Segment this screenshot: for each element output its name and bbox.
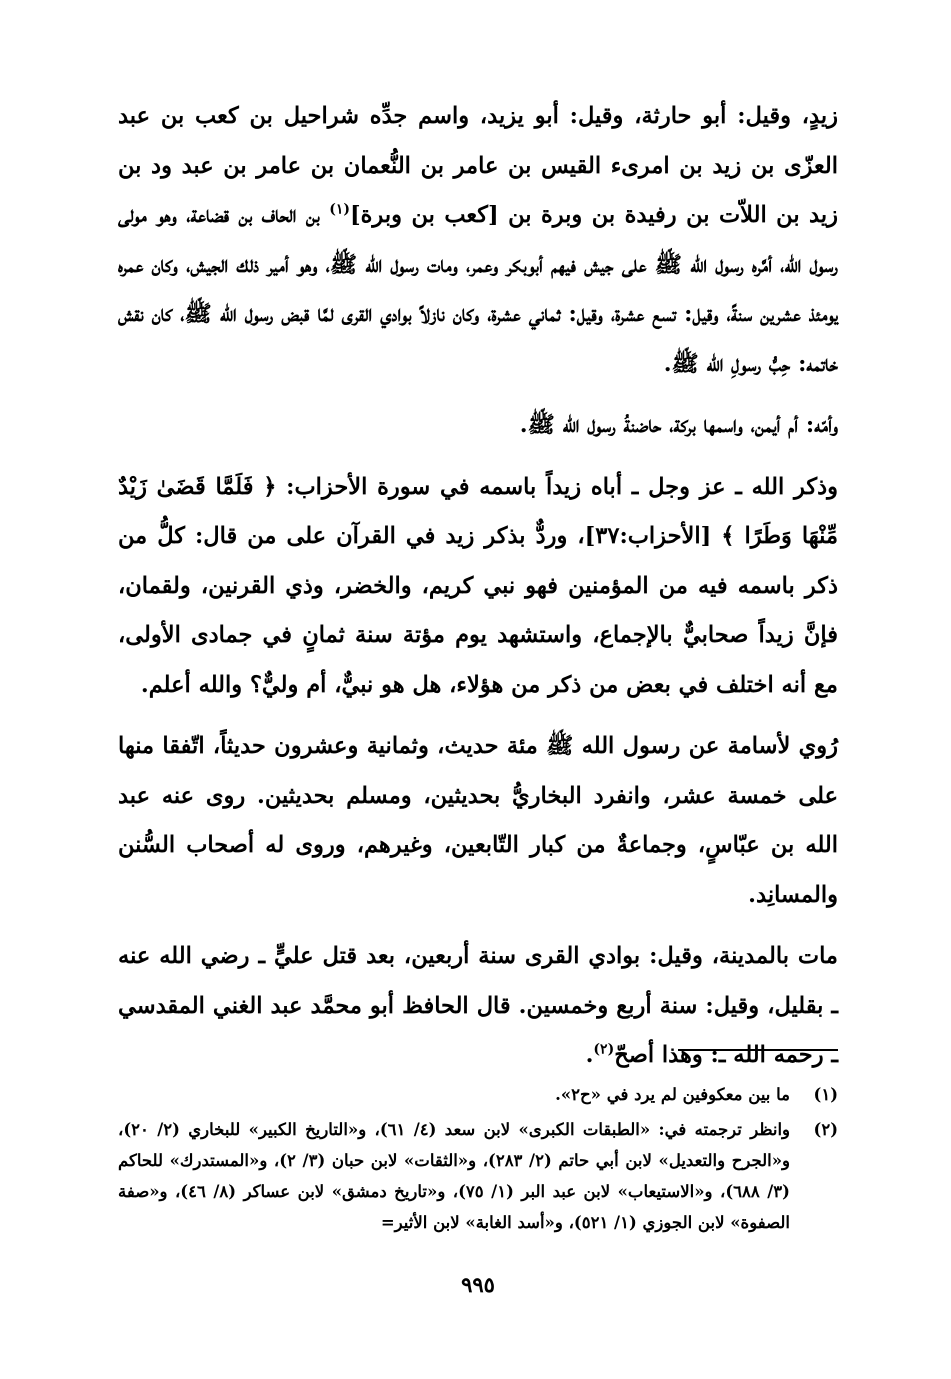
footnote-2-text: وانظر ترجمته في: «الطبقات الكبرى» لابن سعد (٤/ ٦١)، و«التاريخ الكبير» للبخاري (٢/ ٢٠)، و«الجرح والتعديل» لابن أبي حاتم (٢/ ٢٨٣)، و«الثقات» لابن حبان (٣/ ٢)، و«المستدرك» للحاكم (٣/ ٦٨٨)، و«الاستيعاب» لابن عبد البر (١/ ٧٥)، و«تاريخ دمشق» لابن عساكر (٨/ ٤٦)، و«صفة الصفوة» لابن الجوزي (١/ ٥٢١)، و«أسد الغابة» لابن الأثير= [118, 1120, 791, 1232]
paragraph-death-text: مات بالمدينة، وقيل: بوادي القرى سنة أربعين، بعد قتل عليٍّ ـ رضي الله عنه ـ بقليل، وقيل: سنة أربع وخمسين. قال الحافظ أبو محمَّد عبد الغني المقدسي ـ رحمه الله ـ: وهذا أصحّ [118, 943, 838, 1068]
footnote-ref-1[interactable]: (١) [329, 201, 350, 218]
footnote-divider [678, 1049, 838, 1051]
book-page [118, 92, 838, 1332]
footnotes-section [118, 1079, 838, 1242]
paragraph-death-end: . [585, 1042, 594, 1068]
footnote-2 [118, 1114, 838, 1238]
paragraph-mother: وأمّه: أم أيمن، واسمها بركة، حاضنةُ رسول الله ﷺ. [519, 412, 838, 438]
paragraph-lineage [118, 92, 838, 389]
footnote-2-number: (٢) [813, 1120, 838, 1139]
footnote-1-number: (١) [813, 1085, 838, 1104]
paragraph-narrations: رُوي لأسامة عن رسول الله ﷺ مئة حديث، وثمانية وعشرون حديثاً، اتّفقا منها على خمسة عشر، وانفرد البخاريُّ بحديثين، ومسلم بحديثين. روى عنه عبد الله بن عبّاسٍ، وجماعةٌ من كبار التّابعين، وغيرهم، وروى له أصحاب السُّنن والمسانِد. [118, 733, 838, 908]
footnote-1 [118, 1079, 838, 1110]
paragraph-quran-mention: وذكر الله ـ عز وجل ـ أباه زيداً باسمه في سورة الأحزاب: ﴿ فَلَمَّا قَضَىٰ زَيْدٌ مِّنْهَا وَطَرًا ﴾ [الأحزاب:٣٧]، وردٌّ بذكر زيد في القرآن على من قال: كلُّ من ذكر باسمه فيه من المؤمنين فهو نبي كريم، والخضر، وذي القرنين، ولقمان، فإنَّ زيداً صحابيٌّ بالإجماع، واستشهد يوم مؤتة سنة ثمانٍ في جمادى الأولى، مع أنه اختلف في بعض من ذكر من هؤلاء، هل هو نبيٌّ، أم وليٌّ؟ والله أعلم. [118, 473, 838, 698]
footnote-1-text: ما بين معكوفين لم يرد في «ح٢». [555, 1085, 790, 1104]
paragraph-lineage-text: زيدٍ، وقيل: أبو حارثة، وقيل: أبو يزيد، واسم جدِّه شراحيل بن كعب بن عبد العزّى بن زيد بن امرىء القيس بن عامر بن النُّعمان بن عامر بن عبد ود بن زيد بن اللاّت بن رفيدة بن وبرة بن [كعب بن وبرة] [118, 103, 838, 228]
paragraph-lineage-tail: بن الحاف بن قضاعة، وهو مولى رسول الله، أمَّره رسول الله ﷺ على جيش فيهم أبوبكر وعمر، ومات رسول الله ﷺ، وهو أمير ذلك الجيش، وكان عمره يومئذ عشرين سنةً، وقيل: تسع عشرة، وقيل: ثماني عشرة، وكان نازلاً بوادي القرى لمَّا قبض رسول الله ﷺ، كان نقش خاتمه: حِبُّ رسولِ الله ﷺ. [118, 202, 838, 377]
paragraph-death [118, 932, 838, 1081]
page-number: ٩٩٥ [461, 1272, 495, 1297]
footnote-ref-2[interactable]: (٢) [593, 1041, 615, 1058]
